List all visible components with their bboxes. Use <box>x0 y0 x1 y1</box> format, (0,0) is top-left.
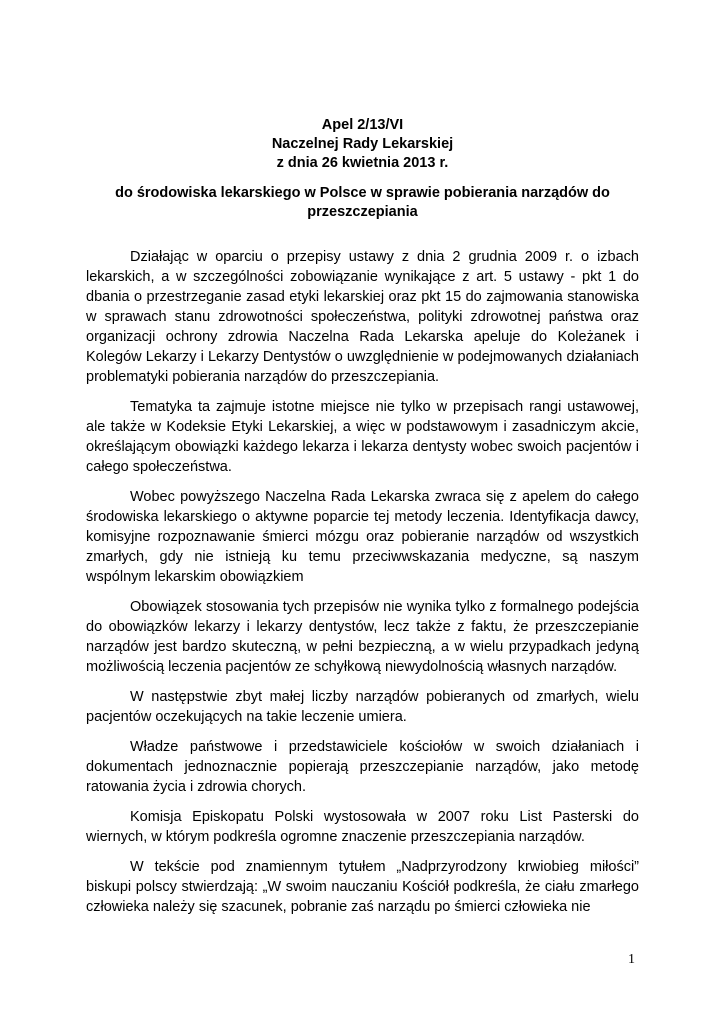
page-number: 1 <box>628 952 635 967</box>
paragraph: Działając w oparciu o przepisy ustawy z dnia 2 grudnia 2009 r. o izbach lekarskich, a w szczególności zobowiązanie wynikające z art. 5 ustawy - pkt 1 do dbania o przestrzeganie zasad etyki lekarskiej oraz pkt 15 do zajmowania stanowiska w sprawach stanu zdrowotności społeczeństwa, polityki zdrowotnej państwa oraz organizacji ochrony zdrowia Naczelna Rada Lekarska apeluje do Koleżanek i Kolegów Lekarzy i Lekarzy Dentystów o uwzględnienie w podejmowanych działaniach problematyki pobierania narządów do przeszczepiania. <box>86 249 639 385</box>
appeal-date: z dnia 26 kwietnia 2013 r. <box>276 155 449 171</box>
paragraph: Obowiązek stosowania tych przepisów nie wynika tylko z formalnego podejścia do obowiązków lekarzy i lekarzy dentystów, lecz także z faktu, że przeszczepianie narządów jest bardzo skuteczną, w pełni bezpieczną, a w wielu przypadkach jedyną możliwością leczenia pacjentów ze schyłkową niewydolnością własnych narządów. <box>86 599 639 675</box>
paragraph: Władze państwowe i przedstawiciele kościołów w swoich działaniach i dokumentach jednoznacznie popierają przeszczepianie narządów, jako metodę ratowania życia i zdrowia chorych. <box>86 739 639 795</box>
paragraph: W tekście pod znamiennym tytułem „Nadprzyrodzony krwiobieg miłości” biskupi polscy stwierdzają: „W swoim nauczaniu Kościół podkreśla, że ciału zmarłego człowieka należy się szacunek, pobranie zaś narządu po śmierci człowieka nie <box>86 859 639 915</box>
document-header <box>86 116 639 173</box>
paragraph: Wobec powyższego Naczelna Rada Lekarska zwraca się z apelem do całego środowiska lekarskiego o aktywne poparcie tej metody leczenia. Identyfikacja dawcy, komisyjne rozpoznawanie śmierci mózgu oraz pobieranie narządów od wszystkich zmarłych, gdy nie istnieją ku temu przeciwwskazania medyczne, są naszym wspólnym lekarskim obowiązkiem <box>86 489 639 585</box>
document-subject: do środowiska lekarskiego w Polsce w sprawie pobierania narządów do przeszczepiania <box>115 185 610 220</box>
issuing-body: Naczelnej Rady Lekarskiej <box>271 136 454 152</box>
paragraph: Tematyka ta zajmuje istotne miejsce nie tylko w przepisach rangi ustawowej, ale także w Kodeksie Etyki Lekarskiej, a więc w podstawowym i zasadniczym akcie, określającym obowiązki każdego lekarza i lekarza dentysty wobec swoich pacjentów i całego społeczeństwa. <box>86 399 639 475</box>
document-body <box>86 247 639 927</box>
paragraph: Komisja Episkopatu Polski wystosowała w 2007 roku List Pasterski do wiernych, w którym podkreśla ogromne znaczenie przeszczepiania narządów. <box>86 809 639 845</box>
appeal-number: Apel 2/13/VI <box>321 117 404 133</box>
paragraph: W następstwie zbyt małej liczby narządów pobieranych od zmarłych, wielu pacjentów oczekujących na takie leczenie umiera. <box>86 689 639 725</box>
